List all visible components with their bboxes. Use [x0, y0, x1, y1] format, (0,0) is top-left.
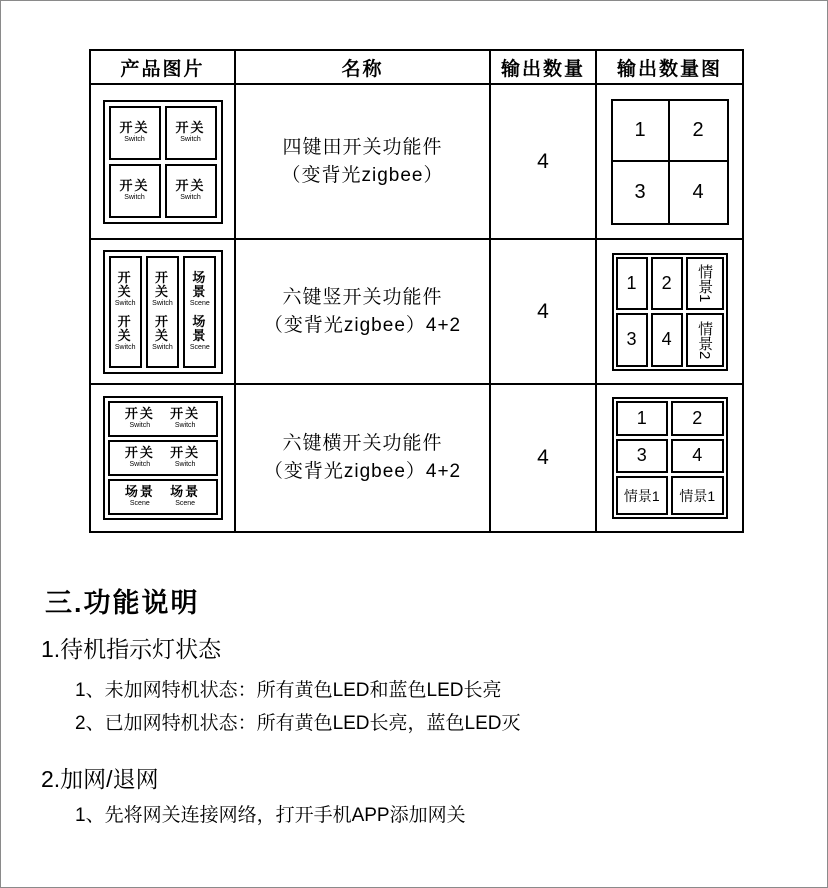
switch-key [125, 446, 155, 470]
key-label-cn: 开关 [175, 119, 206, 135]
key-label-en: Switch [152, 344, 173, 352]
key-label-cn: 开关 [154, 313, 170, 343]
switch-key [109, 164, 161, 218]
switch-key [165, 106, 217, 160]
output-diagram-cell [596, 84, 743, 239]
diagram-cell: 3 [616, 439, 669, 474]
key-label-en: Switch [129, 461, 151, 469]
diagram-cell: 3 [613, 162, 670, 223]
product-image-cell [90, 384, 235, 532]
product-table [89, 49, 744, 533]
table-header-row [90, 50, 743, 84]
output-qty-cell: 4 [490, 384, 596, 532]
switch-key [111, 271, 140, 309]
output-diagram-2x3 [612, 397, 728, 519]
product-name-line1: 六键竖开关功能件 [282, 286, 443, 308]
key-label-cn: 场景 [192, 313, 208, 343]
list-item: 1、先将网关连接网络，打开手机APP添加网关 [75, 805, 466, 826]
scene-key [170, 485, 200, 509]
product-name-line2: （变背光zigbee）4+2 [263, 314, 462, 336]
scene-row [108, 479, 218, 515]
key-label-cn: 开关 [117, 269, 133, 299]
key-label-cn: 开关 [124, 406, 155, 422]
diagram-cell: 1 [616, 401, 669, 436]
key-label-en: Scene [189, 344, 210, 352]
output-diagram-2x2 [611, 99, 729, 225]
list-item: 1、未加网特机状态：所有黄色LED和蓝色LED长亮 [75, 680, 502, 701]
key-label-en: Switch [129, 422, 151, 430]
switch-key [170, 446, 200, 470]
scene-key [185, 315, 214, 353]
diagram-cell: 2 [651, 257, 683, 311]
key-label-en: Scene [175, 500, 196, 508]
diagram-cell: 3 [616, 313, 648, 367]
output-qty-cell: 4 [490, 84, 596, 239]
switch-row [108, 440, 218, 476]
product-image-4key [103, 100, 223, 224]
key-label-en: Scene [189, 300, 210, 308]
key-label-en: Switch [124, 193, 145, 201]
product-name-line1: 六键横开关功能件 [282, 433, 443, 455]
diagram-cell: 4 [671, 439, 724, 474]
key-label-cn: 开关 [117, 313, 133, 343]
key-label-cn: 开关 [124, 445, 155, 461]
header-product-image: 产品图片 [90, 50, 235, 84]
key-label-cn: 开关 [154, 269, 170, 299]
diagram-cell: 4 [651, 313, 683, 367]
switch-key [148, 271, 177, 309]
product-image-cell [90, 239, 235, 384]
product-name-line2: （变背光zigbee）4+2 [263, 461, 462, 482]
product-name-cell [235, 239, 490, 384]
diagram-cell: 2 [671, 401, 724, 436]
product-name-cell [235, 384, 490, 532]
key-label-cn: 场景 [192, 269, 208, 299]
switch-column [109, 256, 142, 368]
header-name: 名称 [235, 50, 490, 84]
product-name-cell [235, 84, 490, 239]
key-label-en: Switch [180, 193, 201, 201]
switch-key [111, 315, 140, 353]
diagram-cell: 2 [670, 101, 727, 162]
subsection-title-standby-led: 1.待机指示灯状态 [41, 636, 222, 662]
key-label-cn: 场景 [170, 484, 201, 500]
key-label-en: Scene [129, 500, 150, 508]
key-label-en: Switch [124, 135, 145, 143]
table-row [90, 239, 743, 384]
product-name-line1: 四键田开关功能件 [282, 136, 443, 158]
switch-key [165, 164, 217, 218]
switch-key [170, 407, 200, 431]
diagram-cell: 4 [670, 162, 727, 223]
product-image-6key-vertical [103, 250, 223, 374]
key-label-en: Switch [180, 135, 201, 143]
diagram-cell-scene: 情景1 [616, 476, 669, 515]
header-output-qty: 输出数量 [490, 50, 596, 84]
key-label-en: Switch [114, 300, 136, 308]
scene-key [125, 485, 155, 509]
diagram-cell: 1 [613, 101, 670, 162]
output-diagram-cell [596, 384, 743, 532]
output-diagram-3x2 [612, 253, 728, 371]
key-label-cn: 开关 [170, 445, 201, 461]
switch-column [146, 256, 179, 368]
product-name-line2: （变背光zigbee） [281, 164, 444, 186]
output-qty-cell: 4 [490, 239, 596, 384]
switch-key [125, 407, 155, 431]
key-label-en: Switch [152, 300, 173, 308]
scene-column [183, 256, 216, 368]
key-label-cn: 开关 [175, 177, 206, 193]
diagram-cell: 1 [616, 257, 648, 311]
diagram-cell-scene: 情景2 [686, 313, 724, 367]
key-label-cn: 开关 [170, 406, 201, 422]
switch-key [148, 315, 177, 353]
table-row [90, 84, 743, 239]
output-diagram-cell [596, 239, 743, 384]
diagram-cell-scene: 情景1 [686, 257, 724, 311]
key-label-cn: 开关 [119, 119, 150, 135]
product-image-6key-horizontal [103, 396, 223, 520]
key-label-en: Switch [174, 461, 196, 469]
key-label-cn: 开关 [119, 177, 150, 193]
switch-row [108, 401, 218, 437]
table-row [90, 384, 743, 532]
key-label-cn: 场景 [124, 484, 155, 500]
key-label-en: Switch [114, 344, 136, 352]
scene-key [185, 271, 214, 309]
key-label-en: Switch [174, 422, 196, 430]
header-output-qty-diagram: 输出数量图 [596, 50, 743, 84]
product-image-cell [90, 84, 235, 239]
subsection-title-network: 2.加网/退网 [41, 766, 159, 792]
switch-key [109, 106, 161, 160]
section-heading: 三.功能说明 [45, 588, 200, 618]
list-item: 2、已加网特机状态：所有黄色LED长亮，蓝色LED灭 [75, 713, 521, 734]
diagram-cell-scene: 情景1 [671, 476, 724, 515]
